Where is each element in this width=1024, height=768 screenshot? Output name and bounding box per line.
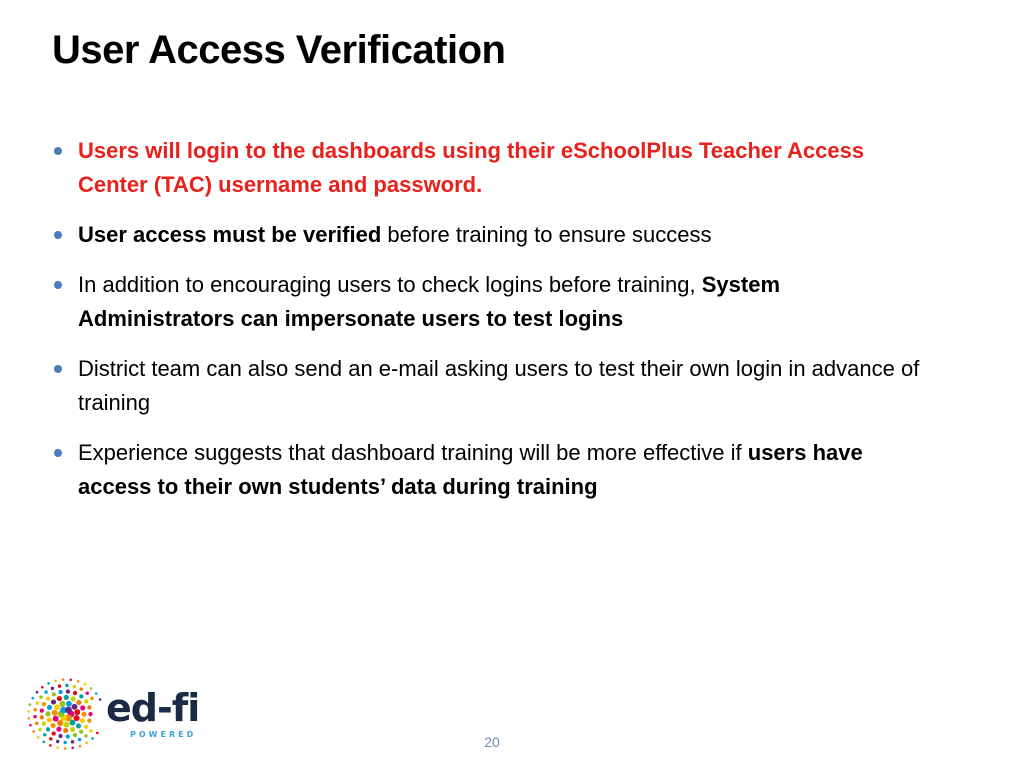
bullet-text-bold: Users will login to the dashboards using their eSchoolPlus Teacher Access Center (TAC) username and password. — [78, 138, 865, 197]
logo-dot — [91, 737, 94, 740]
logo-dot — [84, 683, 87, 686]
logo-dot — [90, 687, 93, 690]
logo-dot — [62, 678, 65, 681]
logo-dot — [36, 691, 39, 694]
logo-dot — [54, 680, 57, 683]
bullet-item — [52, 268, 932, 336]
bullet-dot-icon — [54, 449, 62, 457]
bullet-item — [52, 436, 932, 504]
logo-dot — [74, 715, 80, 721]
logo-dot — [47, 705, 52, 710]
bullet-text-regular: In addition to encouraging users to check logins before training, — [78, 272, 702, 297]
logo-dot — [66, 689, 70, 693]
logo-dot — [53, 716, 59, 722]
logo-dot — [63, 728, 68, 733]
logo-dot — [90, 697, 93, 700]
logo-dot — [31, 697, 34, 700]
bullet-list — [52, 134, 932, 520]
logo-dot — [56, 740, 59, 743]
logo-dot — [29, 724, 32, 727]
logo-dot — [46, 696, 50, 700]
bullet-text — [78, 222, 711, 247]
logo-dot — [43, 733, 46, 736]
logo-dot — [69, 679, 72, 682]
logo-dot — [79, 687, 82, 690]
logo-dot — [59, 701, 65, 707]
logo-dot — [58, 690, 62, 694]
logo-dot — [77, 680, 80, 683]
logo-dot — [33, 715, 36, 718]
logo-wordmark: ed-fi — [106, 686, 200, 730]
bullet-text — [78, 440, 863, 499]
logo-dot — [96, 732, 99, 735]
logo-dot — [47, 718, 52, 723]
logo-dot — [39, 695, 42, 698]
logo-dot — [80, 718, 85, 723]
logo-dot — [70, 727, 75, 732]
logo-dot — [27, 710, 30, 713]
logo-dot — [37, 736, 40, 739]
bullet-text-bold: User access must be verified — [78, 222, 382, 247]
bullet-text — [78, 138, 864, 197]
logo-dot — [45, 711, 50, 716]
logo-dot — [71, 696, 76, 701]
bullet-text-bold: users have access to their own students’ data during training — [78, 440, 863, 499]
ed-fi-dots-logo-icon — [22, 672, 106, 756]
logo-dot — [65, 684, 68, 687]
logo-dot — [46, 727, 50, 731]
logo-dot — [84, 725, 88, 729]
logo-dot — [64, 695, 69, 700]
logo-dot — [29, 703, 32, 706]
logo-dot — [78, 738, 81, 741]
logo-dot — [44, 690, 47, 693]
logo-dot — [32, 730, 35, 733]
logo-dot — [52, 692, 56, 696]
logo-dot — [81, 712, 86, 717]
logo-dot — [76, 723, 81, 728]
bullet-text-regular: District team can also send an e-mail asking users to test their own login in advance of training — [78, 356, 920, 415]
logo-dot — [63, 741, 66, 744]
logo-dot — [47, 682, 50, 685]
logo-dot — [56, 746, 59, 749]
logo-dot — [70, 720, 76, 726]
bullet-dot-icon — [54, 281, 62, 289]
logo-tagline: POWERED — [130, 730, 197, 739]
logo-dot — [49, 737, 52, 740]
bullet-dot-icon — [54, 365, 62, 373]
bullet-item — [52, 134, 932, 202]
logo-dot — [95, 692, 98, 695]
logo-dot — [56, 727, 61, 732]
page-number: 20 — [484, 734, 500, 750]
logo-dot — [66, 734, 70, 738]
logo-dot — [79, 694, 83, 698]
logo-dot — [89, 729, 92, 732]
bullet-item — [52, 218, 932, 252]
logo-dot — [76, 700, 81, 705]
logo-dot — [57, 696, 62, 701]
logo-dot — [85, 691, 88, 694]
logo-dot — [38, 728, 41, 731]
logo-dot — [57, 720, 63, 726]
logo-dot — [72, 704, 78, 710]
logo-dot — [49, 744, 52, 747]
logo-dot — [66, 701, 72, 707]
logo-dot — [73, 685, 76, 688]
bullet-text-regular: before training to ensure success — [381, 222, 712, 247]
bullet-text-bold: System Administrators can impersonate users to test logins — [78, 272, 781, 331]
logo-dot — [73, 733, 77, 737]
logo-dot — [84, 699, 88, 703]
logo-dot — [40, 715, 44, 719]
logo-dot — [73, 691, 77, 695]
logo-dot — [88, 712, 92, 716]
logo-dot — [64, 747, 67, 750]
logo-dot — [52, 710, 58, 716]
logo-dot — [85, 742, 88, 745]
logo-dot — [51, 687, 54, 690]
logo-dot — [36, 701, 39, 704]
logo-dot — [71, 747, 74, 750]
ed-fi-logo — [22, 672, 202, 756]
logo-dot — [65, 707, 72, 714]
logo-dot — [40, 708, 44, 712]
bullet-item — [52, 352, 932, 420]
logo-dot — [80, 705, 85, 710]
logo-dot — [34, 708, 37, 711]
slide-title: User Access Verification — [52, 28, 506, 72]
logo-dot — [71, 740, 74, 743]
logo-dot — [79, 730, 83, 734]
logo-dot — [52, 731, 56, 735]
logo-dot — [74, 709, 80, 715]
logo-dot — [54, 704, 60, 710]
logo-dot — [99, 698, 102, 701]
logo-dot — [58, 684, 61, 687]
logo-dot — [42, 702, 46, 706]
logo-dot — [42, 722, 46, 726]
logo-dot — [43, 741, 46, 744]
bullet-dot-icon — [54, 231, 62, 239]
logo-dot — [51, 700, 56, 705]
bullet-text — [78, 356, 919, 415]
bullet-text-regular: Experience suggests that dashboard training will be more effective if — [78, 440, 748, 465]
logo-dot — [51, 723, 56, 728]
logo-dot — [41, 686, 44, 689]
bullet-text — [78, 272, 780, 331]
logo-dot — [28, 717, 31, 720]
logo-dot — [84, 734, 87, 737]
logo-dot — [87, 719, 91, 723]
bullet-dot-icon — [54, 147, 62, 155]
logo-dot — [58, 734, 62, 738]
logo-dot — [35, 722, 38, 725]
logo-dot — [87, 705, 91, 709]
logo-dot — [79, 745, 82, 748]
logo-dot — [63, 722, 69, 728]
